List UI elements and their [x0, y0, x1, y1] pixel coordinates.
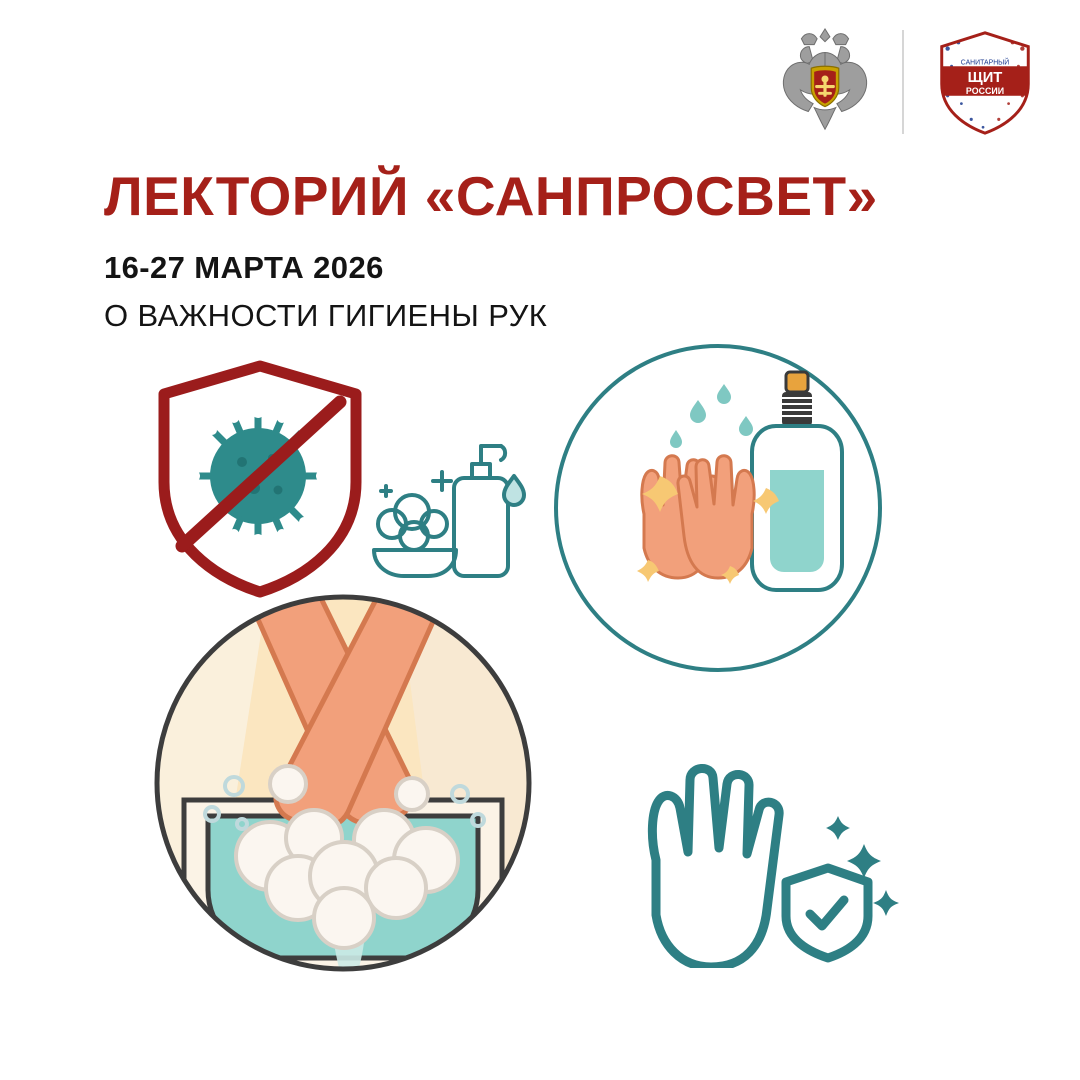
- shield-logo-line3: РОССИИ: [965, 85, 1005, 96]
- header-logos: [766, 22, 1044, 142]
- rospotrebnadzor-emblem-icon: [766, 23, 884, 141]
- logo-divider: [902, 30, 904, 134]
- shield-virus-blocked-icon: [150, 358, 370, 598]
- soap-dispenser-icon: [368, 420, 533, 600]
- title-block: [104, 165, 944, 334]
- event-dates: 16-27 МАРТА 2026: [104, 249, 384, 285]
- illustration-area: [0, 330, 1080, 1030]
- page-title: ЛЕКТОРИЙ «САНПРОСВЕТ»: [104, 165, 878, 227]
- clean-hand-check-icon: [628, 708, 908, 968]
- hand-washing-sink-icon: [148, 588, 538, 978]
- sanitary-shield-logo-icon: [926, 23, 1044, 141]
- shield-logo-line2: ЩИТ: [967, 70, 1003, 86]
- shield-logo-line1: САНИТАРНЫЙ: [960, 59, 1010, 67]
- hand-sanitizer-spray-icon: [548, 338, 888, 678]
- event-subtitle: О ВАЖНОСТИ ГИГИЕНЫ РУК: [104, 297, 548, 333]
